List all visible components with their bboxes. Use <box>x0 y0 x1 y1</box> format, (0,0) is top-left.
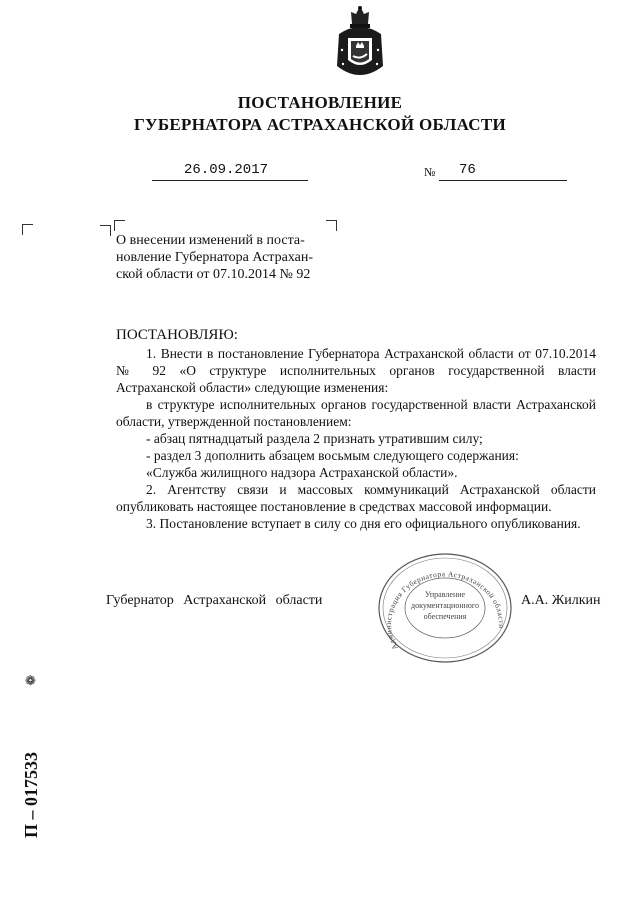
stamp-ring-text: Администрация Губернатора Астраханской области <box>383 569 507 652</box>
coat-of-arms-emblem <box>331 4 389 84</box>
date-line <box>152 163 308 181</box>
document-body <box>116 327 596 532</box>
signatory-name: А.А. Жилкин <box>521 593 601 608</box>
number-sign: № <box>424 165 436 179</box>
stamp-inner-line: документационного <box>411 601 479 610</box>
signatory-position: Губернатор Астраханской области <box>106 593 323 608</box>
subject-corner-mark-right <box>326 220 337 231</box>
document-title: ПОСТАНОВЛЕНИЕ <box>237 93 403 112</box>
paragraph-4: - раздел 3 дополнить абзацем восьмым следующего содержания: <box>146 448 519 463</box>
rosette-icon: ❁ <box>25 673 36 688</box>
document-date: 26.09.2017 <box>184 162 269 178</box>
paragraph-6: 2. Агентству связи и массовых коммуникаций Астраханской области опубликовать настоящее постановление в средствах массовой информации. <box>116 482 596 514</box>
decree-heading: ПОСТАНОВЛЯЮ: <box>116 327 238 343</box>
number-line <box>439 163 567 181</box>
subject-line: новление Губернатора Астрахан- <box>116 250 313 265</box>
official-stamp <box>376 552 514 664</box>
paragraph-1: 1. Внести в постановление Губернатора Астраханской области от 07.10.2014 № 92 «О структуре исполнительных органов государственной власти Астраханской области» следующие изменения: <box>116 346 596 395</box>
document-number: 76 <box>459 162 476 178</box>
paragraph-7: 3. Постановление вступает в силу со дня его официального опубликования. <box>146 516 581 531</box>
paragraph-2: в структуре исполнительных органов государственной власти Астраханской области, утвержденной постановлением: <box>116 397 596 429</box>
paragraph-5: «Служба жилищного надзора Астраханской области». <box>146 465 458 480</box>
stamp-inner-line: Управление <box>424 590 466 599</box>
stamp-inner-line: обеспечения <box>423 612 467 621</box>
subject-corner-mark-left <box>100 225 111 236</box>
svg-text:Администрация Губернатора Астр <box>384 569 506 651</box>
subject-corner-mark-inner <box>114 220 125 231</box>
paragraph-3: - абзац пятнадцатый раздела 2 признать утратившим силу; <box>146 431 483 446</box>
document-subject <box>116 232 338 283</box>
form-serial-number: П – 017533 <box>21 751 41 838</box>
document-issuer: ГУБЕРНАТОРА АСТРАХАНСКОЙ ОБЛАСТИ <box>133 115 507 134</box>
left-margin-corner-mark <box>22 224 33 235</box>
subject-line: О внесении изменений в поста- <box>116 233 305 248</box>
subject-line: ской области от 07.10.2014 № 92 <box>116 267 311 282</box>
